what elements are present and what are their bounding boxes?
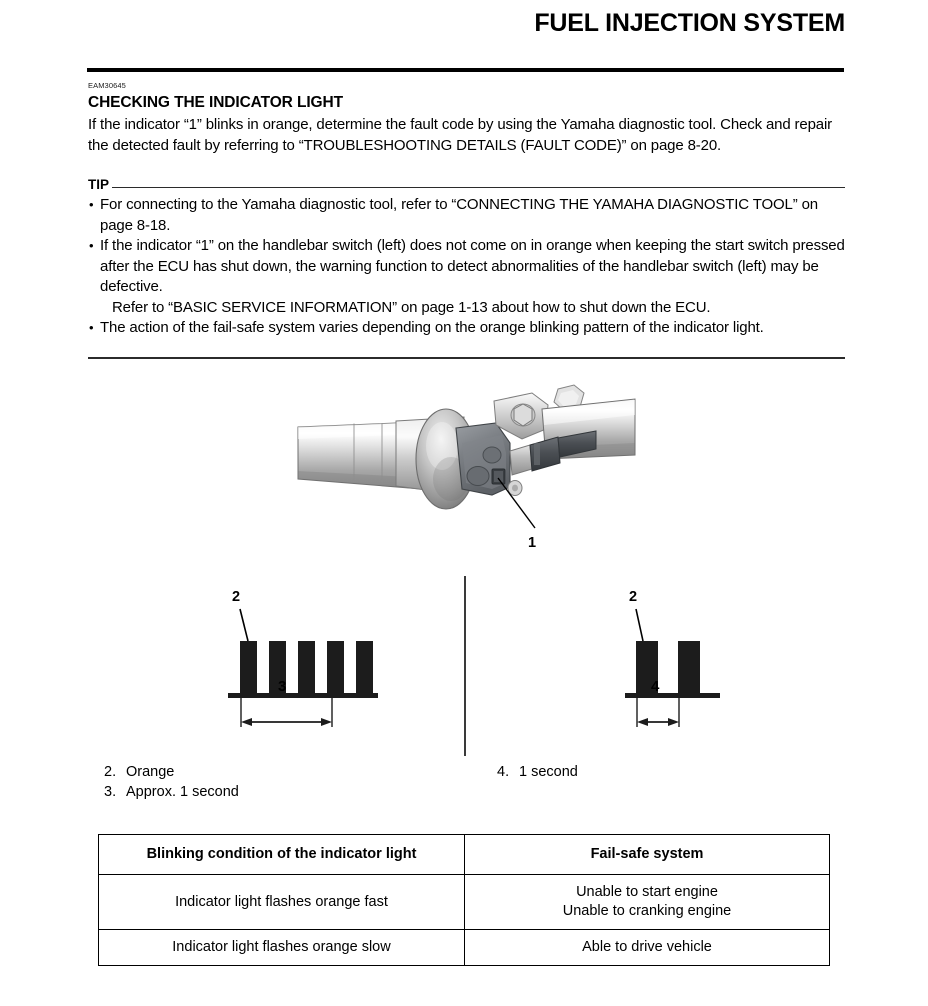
table-cell-line: Unable to cranking engine	[562, 903, 732, 919]
waveform-fast-svg	[228, 605, 378, 730]
legend-item-text: 1 second	[519, 764, 578, 780]
arrowhead-right-icon	[321, 718, 332, 726]
section-title: CHECKING THE INDICATOR LIGHT	[88, 94, 343, 111]
waveform-baseline	[625, 693, 720, 698]
arrowhead-left-icon	[637, 718, 648, 726]
waveform-slow-svg	[625, 605, 725, 730]
legend-column-left	[104, 762, 239, 802]
tip-item-text: If the indicator “1” on the handlebar switch (left) does not come on in orange when keeping the start switch pressed after the ECU has shut down, the warning function to detect abnormalities of the handlebar switch (left) may be defective.	[100, 237, 845, 295]
callout-label-1: 1	[528, 535, 537, 551]
waveform-fast-leader	[240, 609, 248, 641]
fail-safe-table	[98, 834, 830, 966]
waveform-fast-blink	[228, 590, 378, 730]
pulse-bar	[298, 641, 315, 693]
waveform-fast-callout-2: 2	[232, 589, 241, 605]
table-row	[99, 875, 830, 930]
bullet-icon: •	[89, 238, 94, 253]
tip-closing-rule	[88, 357, 845, 359]
arrowhead-right-icon	[668, 718, 679, 726]
tip-item-subtext: Refer to “BASIC SERVICE INFORMATION” on page 1-13 about how to shut down the ECU.	[112, 298, 711, 316]
table-header-condition: Blinking condition of the indicator light	[99, 835, 465, 875]
document-code: EAM30645	[88, 81, 126, 90]
waveform-slow-blink	[625, 590, 725, 730]
table-header-row	[99, 835, 830, 875]
tip-label: TIP	[88, 177, 110, 192]
table-cell-condition: Indicator light flashes orange fast	[99, 875, 465, 930]
tip-heading-rule	[112, 187, 845, 189]
waveform-slow-callout-2: 2	[629, 589, 638, 605]
waveform-fast-dimension-label: 3	[278, 678, 287, 695]
legend-item-number: 3.	[104, 784, 117, 800]
legend-item-text: Orange	[126, 764, 175, 780]
handlebar-switch-illustration	[296, 383, 636, 543]
bullet-icon: •	[89, 320, 94, 335]
page-title: FUEL INJECTION SYSTEM	[534, 9, 845, 37]
table-row	[99, 930, 830, 966]
tip-list-item	[88, 318, 845, 339]
tip-item-text: For connecting to the Yamaha diagnostic tool, refer to “CONNECTING THE YAMAHA DIAGNOSTIC TOOL” on page 8-18.	[100, 196, 818, 234]
page-header	[85, 10, 845, 38]
waveform-divider	[464, 576, 466, 756]
header-rule	[87, 68, 844, 72]
pulse-bar	[327, 641, 344, 693]
table-cell-line: Able to drive vehicle	[582, 939, 712, 955]
tip-list	[88, 195, 845, 339]
arrowhead-left-icon	[241, 718, 252, 726]
table-cell-failsafe	[465, 930, 830, 966]
table-cell-line: Unable to start engine	[576, 884, 718, 900]
waveform-slow-leader	[636, 609, 643, 641]
waveform-baseline	[228, 693, 378, 698]
table-cell-failsafe	[465, 875, 830, 930]
bullet-icon: •	[89, 197, 94, 212]
table-cell-condition: Indicator light flashes orange slow	[99, 930, 465, 966]
pulse-bar	[240, 641, 257, 693]
legend-item	[497, 762, 578, 782]
legend-item-text: Approx. 1 second	[126, 784, 239, 800]
legend-item-number: 4.	[497, 764, 510, 780]
intro-paragraph: If the indicator “1” blinks in orange, determine the fault code by using the Yamaha diagnostic tool. Check and repair the detected fault by referring to “TROUBLESHOOTING DETAILS (FAULT CODE)” on page 8-20.	[88, 116, 833, 154]
legend-item	[104, 762, 239, 782]
waveform-slow-dimension-label: 4	[651, 678, 660, 695]
table-header-failsafe: Fail-safe system	[465, 835, 830, 875]
pulse-bar	[356, 641, 373, 693]
legend-column-right	[497, 762, 578, 782]
tip-heading	[88, 178, 845, 192]
tip-list-item	[88, 195, 845, 236]
legend-item-number: 2.	[104, 764, 117, 780]
tip-item-text: The action of the fail-safe system varies depending on the orange blinking pattern of the indicator light.	[100, 319, 764, 336]
legend-item	[104, 782, 239, 802]
tip-list-item	[88, 236, 845, 318]
pulse-bar	[678, 641, 700, 693]
